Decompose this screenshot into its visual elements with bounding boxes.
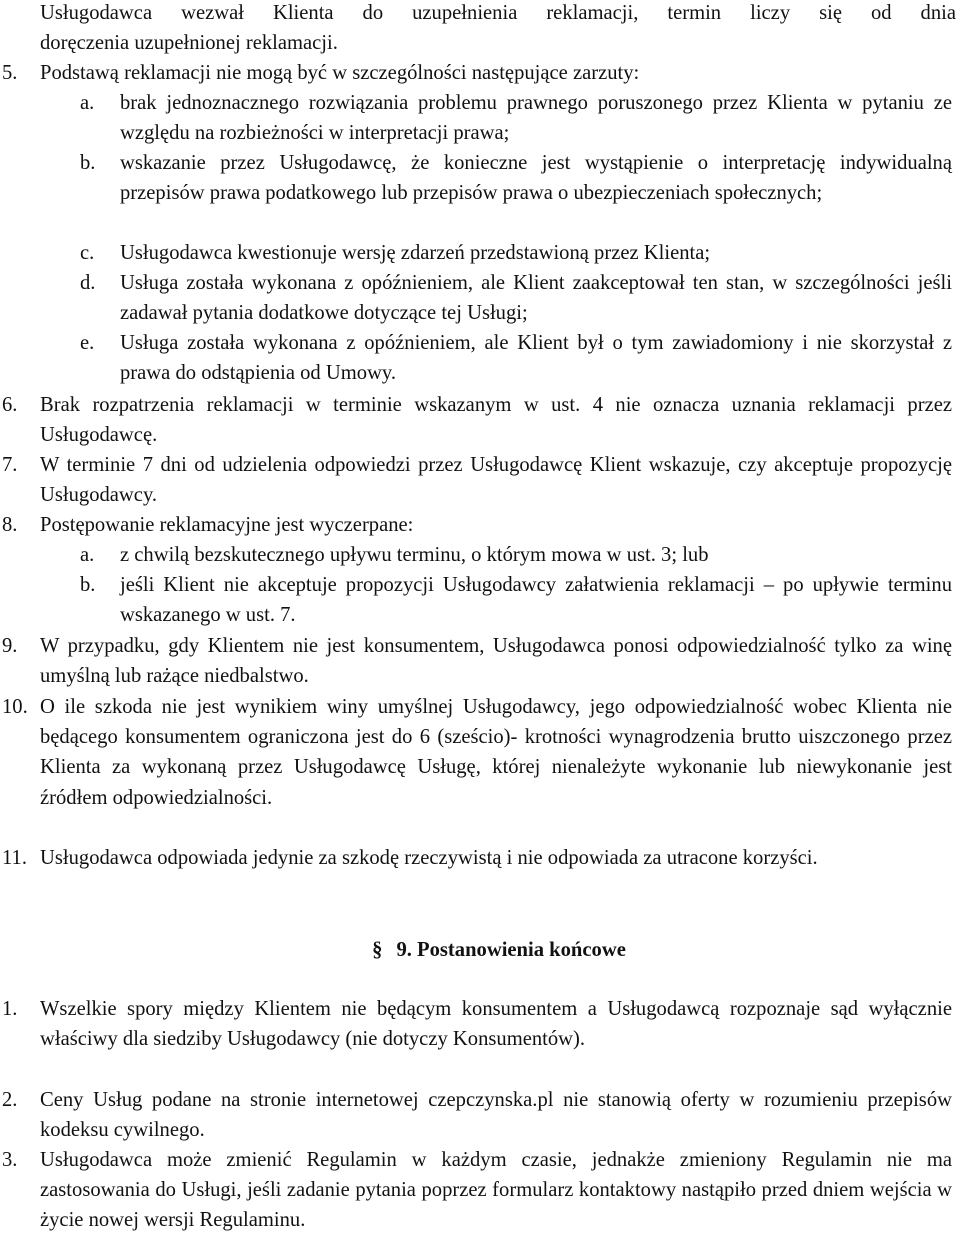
sub-item-text: wskazanie przez Usługodawcę, że konieczne jest wystąpienie o interpretację indywidualną przepisów prawa podatkowego lub przepisów prawa o ubezpieczeniach społecznych;	[120, 152, 952, 205]
continuation-line-2: doręczenia uzupełnionej reklamacji.	[40, 32, 338, 55]
sub-item-text: Usługodawca kwestionuje wersję zdarzeń przedstawioną przez Klienta;	[120, 242, 711, 264]
list-number: 5.	[2, 62, 18, 84]
sub-item-text: Usługa została wykonana z opóźnieniem, ale Klient zaakceptował ten stan, w szczególności jeśli zadawał pytania dodatkowe dotyczące tej Usługi;	[120, 272, 952, 325]
section-heading-text	[372, 935, 626, 965]
section-symbol: §	[372, 939, 383, 961]
list-item-text: Usługodawca może zmienić Regulamin w każdym czasie, jednakże zmieniony Regulamin nie ma zastosowania do Usługi, jeśli zadanie pytania poprzez formularz kontaktowy nastąpiło przed dniem wejścia w życie nowej wersji Regulaminu.	[40, 1149, 952, 1232]
sub-item-text: jeśli Klient nie akceptuje propozycji Usługodawcy załatwienia reklamacji – po upływie terminu wskazanego w ust. 7.	[120, 574, 952, 627]
sub-letter: b.	[80, 574, 96, 596]
list-item-text: Brak rozpatrzenia reklamacji w terminie wskazanym w ust. 4 nie oznacza uznania reklamacji przez Usługodawcę.	[40, 394, 952, 447]
list-item-text: Wszelkie spory między Klientem nie będącym konsumentem a Usługodawcą rozpoznaje sąd wyłącznie właściwy dla siedziby Usługodawcy (nie dotyczy Konsumentów).	[40, 998, 952, 1051]
list-number: 6.	[2, 394, 18, 416]
list-number: 2.	[2, 1089, 18, 1111]
section-heading	[0, 935, 960, 965]
sub-letter: b.	[80, 152, 96, 174]
list-item-text: Postępowanie reklamacyjne jest wyczerpane:	[40, 514, 414, 536]
list-item-text: Ceny Usług podane na stronie internetowej czepczynska.pl nie stanowią oferty w rozumieniu przepisów kodeksu cywilnego.	[40, 1089, 952, 1142]
list-item-text: W przypadku, gdy Klientem nie jest konsumentem, Usługodawca ponosi odpowiedzialność tylko za winę umyślną lub rażące niedbalstwo.	[40, 635, 952, 688]
list-item-text: W terminie 7 dni od udzielenia odpowiedzi przez Usługodawcę Klient wskazuje, czy akceptuje propozycję Usługodawcy.	[40, 454, 952, 507]
sub-letter: c.	[80, 242, 95, 264]
list-number: 9.	[2, 635, 18, 657]
list-number: 11.	[2, 847, 27, 869]
sub-letter: d.	[80, 272, 96, 294]
paragraph-continuation	[40, 0, 956, 58]
sub-letter: e.	[80, 332, 95, 354]
sub-item-text: Usługa została wykonana z opóźnieniem, ale Klient był o tym zawiadomiony i nie skorzystał z prawa do odstąpienia od Umowy.	[120, 332, 952, 385]
sub-letter: a.	[80, 92, 95, 114]
list-number: 8.	[2, 514, 18, 536]
sub-item-text: brak jednoznacznego rozwiązania problemu prawnego poruszonego przez Klienta w pytaniu ze względu na rozbieżności w interpretacji prawa;	[120, 92, 952, 145]
list-number: 1.	[2, 998, 18, 1020]
list-number: 3.	[2, 1149, 18, 1171]
continuation-line-1: Usługodawca wezwał Klienta do uzupełnienia reklamacji, termin liczy się od dnia	[40, 2, 956, 24]
section-title: 9. Postanowienia końcowe	[396, 939, 626, 961]
list-item-text: Podstawą reklamacji nie mogą być w szczególności następujące zarzuty:	[40, 62, 640, 84]
list-number: 10.	[2, 696, 28, 718]
list-item-text: O ile szkoda nie jest wynikiem winy umyślnej Usługodawcy, jego odpowiedzialność wobec Klienta nie będącego konsumentem ograniczona jest do 6 (sześcio)- krotności wynagrodzenia brutto uiszczonego przez Klienta za wykonaną przez Usługodawcę Usługę, której nienależyte wykonanie lub niewykonanie jest źródłem odpowiedzialności.	[40, 696, 952, 809]
list-item-text: Usługodawca odpowiada jedynie za szkodę rzeczywistą i nie odpowiada za utracone korzyści.	[40, 847, 818, 869]
sub-item-text: z chwilą bezskutecznego upływu terminu, o którym mowa w ust. 3; lub	[120, 544, 709, 566]
sub-letter: a.	[80, 544, 95, 566]
list-number: 7.	[2, 454, 18, 476]
